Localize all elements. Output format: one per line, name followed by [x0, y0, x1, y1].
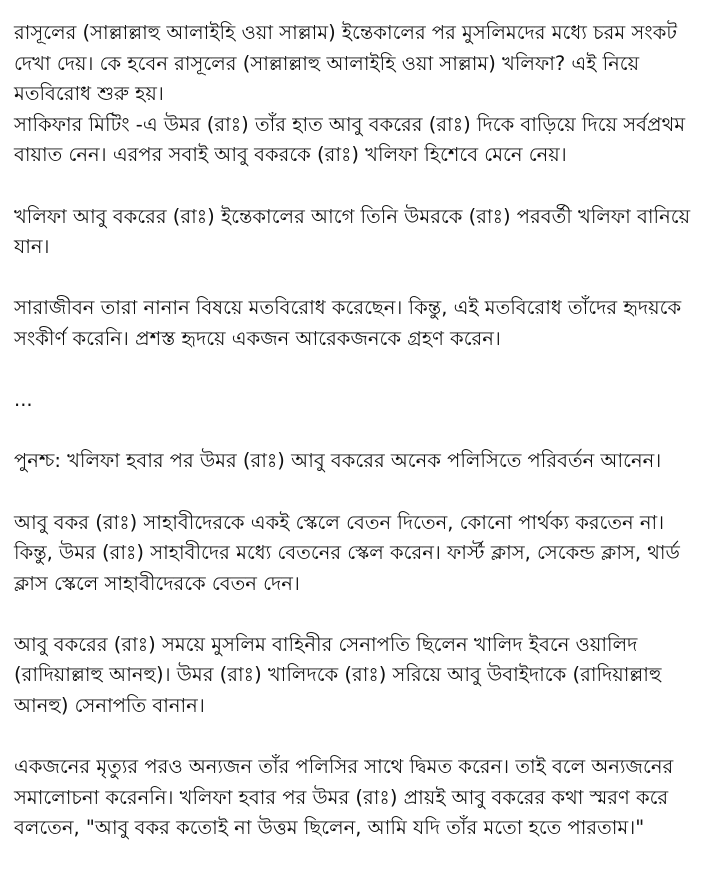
paragraph-umar-appointed: খলিফা আবু বকরের (রাঃ) ইন্তেকালের আগে তিনি উমরকে (রাঃ) পরবর্তী খলিফা বানিয়ে যান।: [14, 204, 691, 259]
paragraph-disagreements: সারাজীবন তারা নানান বিষয়ে মতবিরোধ করেছেন। কিন্তু, এই মতবিরোধ তাঁদের হৃদয়কে সংকীর্ণ করেনি। প্রশস্ত হৃদয়ে একজন আরেকজনকে গ্রহণ করেন।: [14, 296, 682, 350]
paragraph-postscript: পুনশ্চ: খলিফা হবার পর উমর (রাঃ) আবু বকরের অনেক পলিসিতে পরিবর্তন আনেন।: [14, 449, 662, 473]
paragraph-remembrance: একজনের মৃত্যুর পরও অন্যজন তাঁর পলিসির সাথে দ্বিমত করেন। তাই বলে অন্যজনের সমালোচনা করেননি। খলিফা হবার পর উমর (রাঃ) প্রায়ই আবু বকরের কথা স্মরণ করে বলতেন, "আবু বকর কতোই না উত্তম ছিলেন, আমি যদি তাঁর মতো হতে পারতাম।": [14, 755, 674, 840]
paragraph-ellipsis: ...: [14, 388, 33, 412]
paragraph-commander-change: আবু বকরের (রাঃ) সময়ে মুসলিম বাহিনীর সেনাপতি ছিলেন খালিদ ইবনে ওয়ালিদ (রাদিয়াল্লাহু আনহু)। উমর (রাঃ) খালিদকে (রাঃ) সরিয়ে আবু উবাইদাকে (রাদিয়াল্লাহু আনহু) সেনাপতি বানান।: [14, 632, 662, 718]
paragraph-salary-scale: আবু বকর (রাঃ) সাহাবীদেরকে একই স্কেলে বেতন দিতেন, কোনো পার্থক্য করতেন না। কিন্তু, উমর (রাঃ) সাহাবীদের মধ্যে বেতনের স্কেল করেন। ফার্স্ট ক্লাস, সেকেন্ড ক্লাস, থার্ড ক্লাস স্কেলে সাহাবীদেরকে বেতন দেন।: [14, 510, 680, 595]
paragraph-succession-crisis: রাসূলের (সাল্লাল্লাহু আলাইহি ওয়া সাল্লাম) ইন্তেকালের পর মুসলিমদের মধ্যে চরম সংকট দেখা দেয়। কে হবেন রাসূলের (সাল্লাল্লাহু আলাইহি ওয়া সাল্লাম) খলিফা? এই নিয়ে মতবিরোধ শুরু হয়। সাকিফার মিটিং -এ উমর (রাঃ) তাঁর হাত আবু বকরের (রাঃ) দিকে বাড়িয়ে দিয়ে সর্বপ্রথম বায়াত নেন। এরপর সবাই আবু বকরকে (রাঃ) খলিফা হিশেবে মেনে নেয়।: [14, 21, 686, 167]
